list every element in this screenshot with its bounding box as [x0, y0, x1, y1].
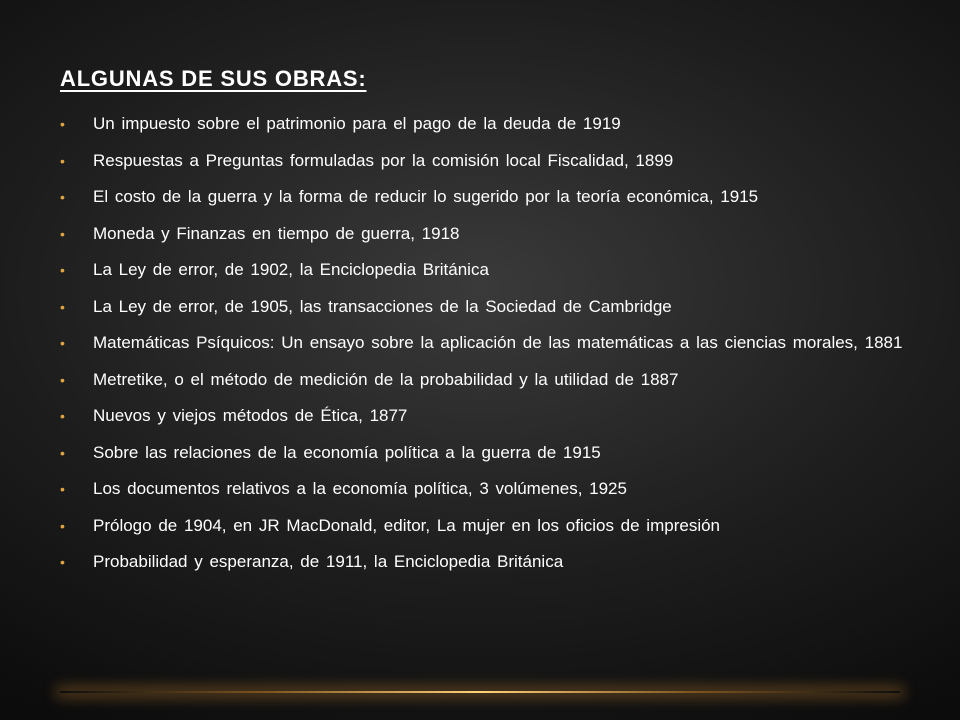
list-item	[60, 224, 920, 244]
bullet-icon: •	[60, 262, 65, 278]
bullet-icon: •	[60, 371, 65, 388]
list-item	[60, 443, 920, 463]
list-item-text: Nuevos y viejos métodos de Ética, 1877	[93, 406, 408, 425]
list-item-text: Moneda y Finanzas en tiempo de guerra, 1918	[93, 223, 460, 243]
bullet-icon: •	[60, 408, 65, 424]
list-item-text: La Ley de error, de 1902, la Enciclopedia Británica	[93, 260, 489, 279]
list-item	[60, 370, 920, 390]
list-item-text: Un impuesto sobre el patrimonio para el pago de la deuda de 1919	[93, 114, 621, 133]
list-item-text: La Ley de error, de 1905, las transacciones de la Sociedad de Cambridge	[93, 296, 672, 316]
list-item-text: Prólogo de 1904, en JR MacDonald, editor, La mujer en los oficios de impresión	[93, 515, 721, 535]
list-item-text: Los documentos relativos a la economía política, 3 volúmenes, 1925	[93, 479, 627, 498]
list-item-text: Probabilidad y esperanza, de 1911, la Enciclopedia Británica	[93, 552, 564, 571]
bullet-icon: •	[60, 444, 65, 461]
bullet-icon: •	[60, 335, 65, 351]
list-item	[60, 406, 920, 426]
bullet-icon: •	[60, 225, 65, 242]
works-list	[60, 114, 920, 589]
list-item	[60, 151, 920, 171]
list-item-text: El costo de la guerra y la forma de reducir lo sugerido por la teoría económica, 1915	[93, 187, 759, 206]
list-item	[60, 114, 920, 134]
list-item	[60, 552, 920, 572]
bullet-icon: •	[60, 116, 65, 132]
list-item-text: Matemáticas Psíquicos: Un ensayo sobre la aplicación de las matemáticas a las ciencias morales, 1881	[93, 333, 903, 352]
bullet-icon: •	[60, 517, 65, 534]
list-item	[60, 333, 920, 353]
list-item	[60, 516, 920, 536]
list-item	[60, 260, 920, 280]
bullet-icon: •	[60, 554, 65, 570]
list-item-text: Sobre las relaciones de la economía política a la guerra de 1915	[93, 442, 601, 462]
list-item-text: Metretike, o el método de medición de la probabilidad y la utilidad de 1887	[93, 369, 679, 389]
bullet-icon: •	[60, 189, 65, 205]
decorative-glow-line	[60, 691, 900, 693]
bullet-icon: •	[60, 481, 65, 497]
bullet-icon: •	[60, 298, 65, 315]
slide-title: ALGUNAS DE SUS OBRAS:	[60, 66, 367, 91]
bullet-icon: •	[60, 152, 65, 169]
list-item	[60, 297, 920, 317]
list-item-text: Respuestas a Preguntas formuladas por la comisión local Fiscalidad, 1899	[93, 150, 674, 170]
list-item	[60, 187, 920, 207]
list-item	[60, 479, 920, 499]
